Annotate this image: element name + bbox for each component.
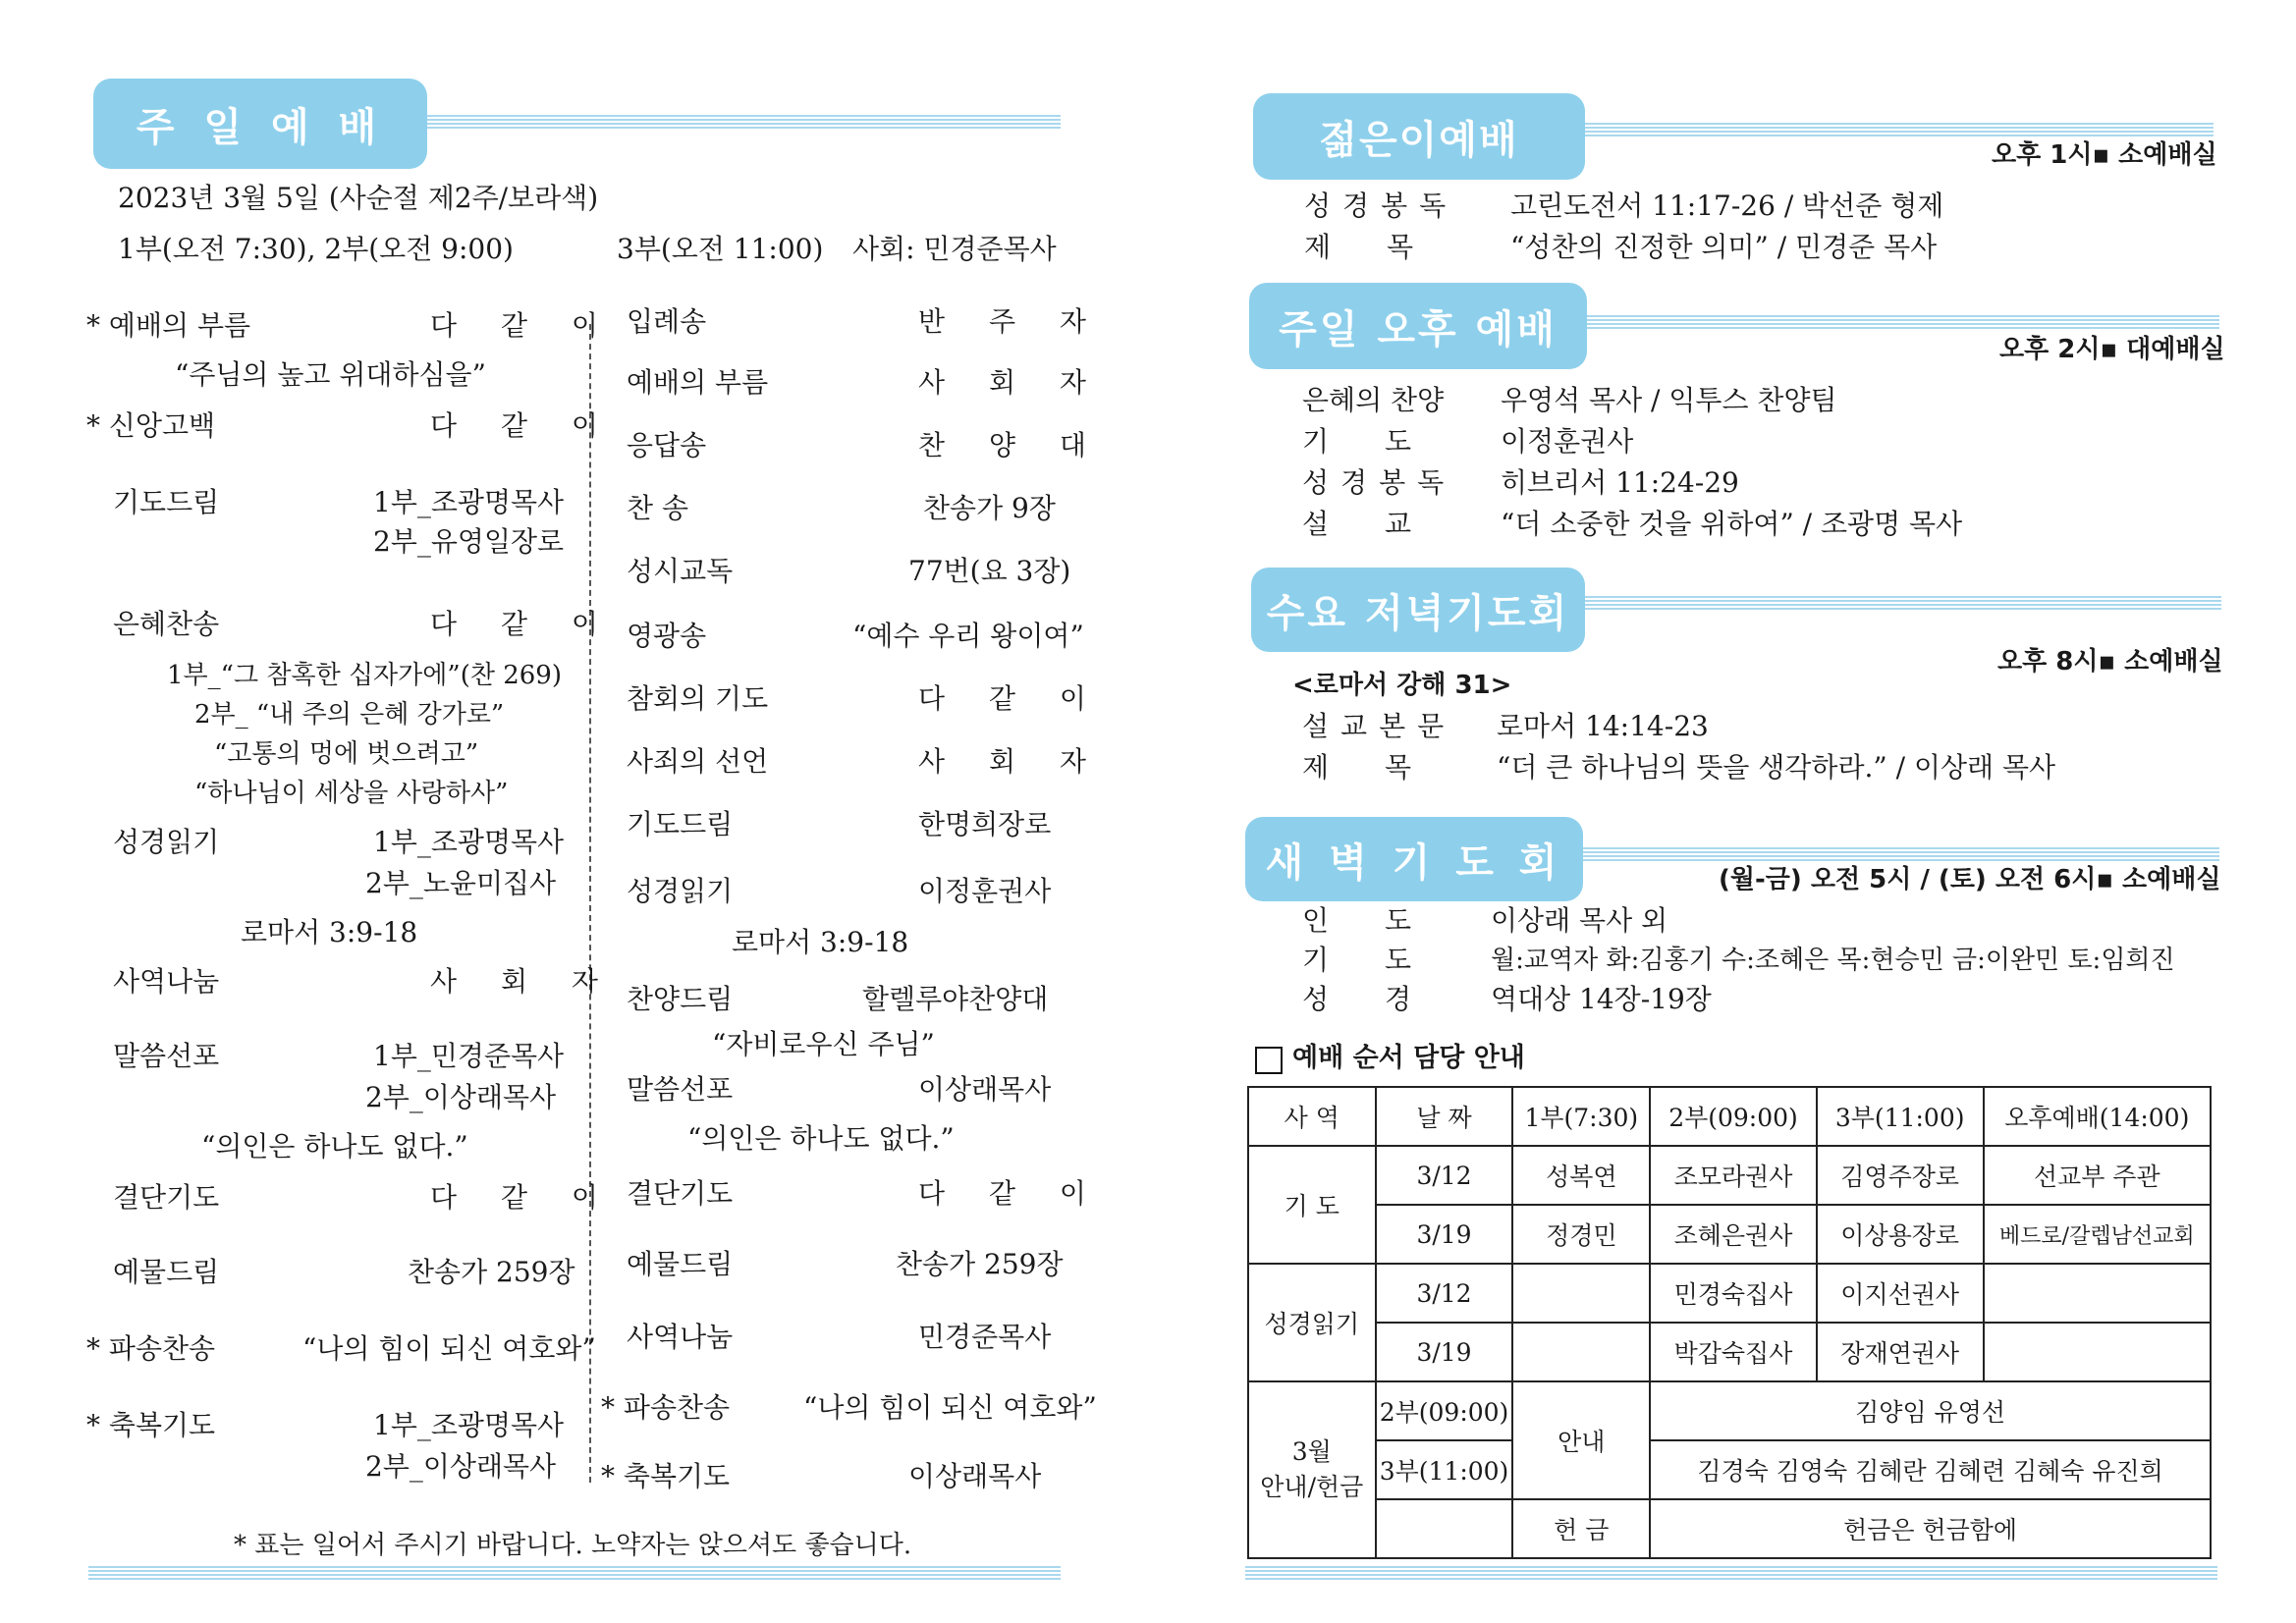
order-value: 이정훈권사 — [918, 875, 1052, 907]
table-cell: 2부(09:00) — [1376, 1381, 1513, 1440]
order-note: 로마서 3:9-18 — [241, 916, 418, 948]
duty-heading: 예배 순서 담당 안내 — [1292, 1043, 1525, 1073]
afternoon-value: 우영석 목사 / 익투스 찬양팀 — [1501, 384, 1837, 416]
order-note: “의인은 하나도 없다.” — [687, 1122, 955, 1155]
table-cell: 3/19 — [1376, 1323, 1513, 1381]
table-cell: 박갑숙집사 — [1650, 1323, 1817, 1381]
order-value: 다 같 이 — [918, 682, 1104, 715]
order-label: 사역나눔 — [113, 965, 220, 998]
dawn-prayer-banner: 새 벽 기 도 회 — [1245, 817, 1583, 901]
table-cell: 이상용장로 — [1817, 1205, 1984, 1264]
order-label: 성경읽기 — [113, 826, 220, 858]
role-cell — [1248, 1381, 1376, 1558]
order-label: 말씀선포 — [627, 1073, 734, 1106]
usher-month: 3월 — [1291, 1437, 1332, 1466]
order-value: “나의 힘이 되신 여호와” — [302, 1332, 596, 1365]
order-value: 다 같 이 — [430, 1181, 616, 1214]
order-value: 다 같 이 — [430, 309, 616, 342]
wednesday-subtitle: <로마서 강해 31> — [1292, 671, 1512, 700]
youth-value-reading: 고린도전서 11:17-26 / 박선준 형제 — [1510, 189, 1944, 222]
banner-rule — [1585, 595, 2221, 611]
header-cell: 사 역 — [1248, 1087, 1376, 1146]
order-value: 한명희장로 — [918, 808, 1052, 840]
order-label: * 파송찬송 — [86, 1332, 216, 1365]
column-divider — [589, 324, 591, 1483]
table-cell: 민경숙집사 — [1650, 1264, 1817, 1323]
afternoon-label: 성경봉독 — [1302, 466, 1456, 499]
order-label: 영광송 — [627, 620, 707, 652]
afternoon-label: 은혜의 찬양 — [1302, 384, 1445, 416]
order-note: “주님의 높고 위대하심을” — [175, 358, 486, 391]
order-label: 입례송 — [627, 305, 707, 338]
table-row — [1248, 1205, 2211, 1264]
order-value: 다 같 이 — [918, 1177, 1104, 1210]
order-value: “나의 힘이 되신 여호와” — [803, 1391, 1097, 1424]
table-cell: 베드로/갈렙남선교회 — [1984, 1205, 2211, 1264]
order-label: 찬 송 — [627, 492, 688, 524]
order-value: 사 회 자 — [918, 745, 1104, 778]
table-cell — [1512, 1264, 1650, 1323]
table-cell: 3/12 — [1376, 1146, 1513, 1205]
dawn-time: (월-금) 오전 5시 / (토) 오전 6시▪ 소예배실 — [1719, 865, 2221, 894]
order-value: 1부_조광명목사 — [373, 826, 565, 858]
order-label: 기도드림 — [627, 808, 734, 840]
order-value: 할렐루야찬양대 — [862, 983, 1049, 1015]
order-value: 찬 양 대 — [918, 429, 1104, 461]
table-cell: 조모라권사 — [1650, 1146, 1817, 1205]
banner-rule — [427, 114, 1061, 130]
section-checkbox-icon — [1255, 1047, 1283, 1074]
standing-footnote: * 표는 일어서 주시기 바랍니다. 노약자는 앉으셔도 좋습니다. — [234, 1531, 912, 1560]
order-value: 찬송가 259장 — [896, 1248, 1064, 1280]
order-value: 1부_민경준목사 — [373, 1040, 565, 1072]
header-cell: 1부(7:30) — [1512, 1087, 1650, 1146]
order-label: 은혜찬송 — [113, 608, 220, 640]
role-cell: 기 도 — [1248, 1146, 1376, 1264]
order-label: * 축복기도 — [601, 1460, 731, 1492]
wednesday-label: 설교본문 — [1302, 710, 1456, 742]
table-cell — [1376, 1499, 1513, 1558]
order-label: 성시교독 — [627, 555, 734, 587]
order-note: “의인은 하나도 없다.” — [201, 1130, 468, 1163]
youth-label-reading: 성경봉독 — [1304, 189, 1458, 222]
order-label: 기도드림 — [113, 486, 220, 518]
table-cell: 헌 금 — [1512, 1499, 1650, 1558]
dawn-label: 기 도 — [1302, 944, 1435, 976]
table-row — [1248, 1264, 2211, 1323]
table-cell: 조혜은권사 — [1650, 1205, 1817, 1264]
duty-table — [1247, 1086, 2212, 1559]
order-value: 찬송가 259장 — [408, 1256, 575, 1288]
header-cell: 2부(09:00) — [1650, 1087, 1817, 1146]
afternoon-value: 이정훈권사 — [1501, 425, 1634, 458]
table-cell: 김경숙 김영숙 김혜란 김혜련 김혜숙 유진희 — [1650, 1440, 2211, 1499]
table-cell — [1984, 1323, 2211, 1381]
afternoon-label: 기 도 — [1302, 425, 1435, 458]
header-cell: 오후예배(14:00) — [1984, 1087, 2211, 1146]
order-label: 찬양드림 — [627, 983, 734, 1015]
order-note: “하나님이 세상을 사랑하사” — [194, 779, 509, 808]
order-label: * 파송찬송 — [601, 1391, 731, 1424]
table-cell: 김양임 유영선 — [1650, 1381, 2211, 1440]
order-label: 결단기도 — [627, 1177, 734, 1210]
order-note: “고통의 멍에 벗으려고” — [214, 739, 479, 769]
order-value: 사 회 자 — [918, 366, 1104, 399]
table-cell: 선교부 주관 — [1984, 1146, 2211, 1205]
order-value: 2부_유영일장로 — [373, 525, 565, 558]
footer-rule — [88, 1565, 1061, 1581]
order-label: 예물드림 — [113, 1256, 220, 1288]
order-label: 성경읽기 — [627, 875, 734, 907]
worship-date: 2023년 3월 5일 (사순절 제2주/보라색) — [118, 182, 599, 214]
table-row — [1248, 1499, 2211, 1558]
table-cell: 성복연 — [1512, 1146, 1650, 1205]
order-note: “자비로우신 주님” — [712, 1028, 935, 1060]
banner-rule — [1587, 314, 2219, 330]
dawn-value: 이상래 목사 외 — [1491, 904, 1668, 937]
order-value: 2부_노윤미집사 — [365, 867, 557, 899]
table-cell — [1984, 1264, 2211, 1323]
table-cell: 3/19 — [1376, 1205, 1513, 1264]
order-value: 다 같 이 — [430, 608, 616, 640]
table-row — [1248, 1146, 2211, 1205]
order-label: 사죄의 선언 — [627, 745, 769, 778]
table-cell: 3/12 — [1376, 1264, 1513, 1323]
table-row — [1248, 1323, 2211, 1381]
table-cell: 정경민 — [1512, 1205, 1650, 1264]
youth-value-title: “성찬의 진정한 의미” / 민경준 목사 — [1510, 231, 1938, 263]
order-label: 예배의 부름 — [627, 366, 769, 399]
role-cell: 성경읽기 — [1248, 1264, 1376, 1381]
table-cell: 장재연권사 — [1817, 1323, 1984, 1381]
order-label: * 예배의 부름 — [86, 309, 251, 342]
service-leader: 사회: 민경준목사 — [852, 233, 1057, 265]
footer-rule — [1245, 1565, 2217, 1581]
order-value: 사 회 자 — [430, 965, 616, 998]
order-value: 이상래목사 — [918, 1073, 1052, 1106]
order-label: 말씀선포 — [113, 1040, 220, 1072]
table-cell — [1512, 1323, 1650, 1381]
order-label: 예물드림 — [627, 1248, 734, 1280]
afternoon-worship-banner: 주일 오후 예배 — [1249, 283, 1587, 369]
order-value: 민경준목사 — [918, 1321, 1052, 1353]
wednesday-prayer-banner: 수요 저녁기도회 — [1251, 568, 1585, 652]
order-value: 2부_이상래목사 — [365, 1081, 557, 1113]
table-row — [1248, 1440, 2211, 1499]
table-cell: 김영주장로 — [1817, 1146, 1984, 1205]
service-time-3: 3부(오전 11:00) — [617, 233, 824, 265]
youth-time: 오후 1시▪ 소예배실 — [1992, 140, 2217, 170]
order-value: 반 주 자 — [918, 305, 1104, 338]
usher-label: 안내/헌금 — [1260, 1473, 1364, 1501]
dawn-label: 인 도 — [1302, 904, 1435, 937]
wednesday-time: 오후 8시▪ 소예배실 — [1997, 647, 2223, 676]
table-cell: 안내 — [1512, 1381, 1650, 1499]
header-cell: 날 짜 — [1376, 1087, 1513, 1146]
table-row — [1248, 1087, 2211, 1146]
order-label: * 신앙고백 — [86, 409, 216, 442]
afternoon-value: “더 소중한 것을 위하여” / 조광명 목사 — [1501, 508, 1963, 540]
banner-rule — [1583, 846, 2219, 862]
afternoon-value: 히브리서 11:24-29 — [1501, 466, 1739, 499]
table-row — [1248, 1381, 2211, 1440]
table-cell: 이지선권사 — [1817, 1264, 1984, 1323]
order-value: 77번(요 3장) — [908, 555, 1071, 587]
order-value: 이상래목사 — [908, 1460, 1042, 1492]
afternoon-label: 설 교 — [1302, 508, 1435, 540]
order-note: 로마서 3:9-18 — [732, 926, 909, 958]
wednesday-value: “더 큰 하나님의 뜻을 생각하라.” / 이상래 목사 — [1497, 751, 2056, 784]
wednesday-label: 제 목 — [1302, 751, 1435, 784]
order-label: 응답송 — [627, 429, 707, 461]
service-times-1-2: 1부(오전 7:30), 2부(오전 9:00) — [118, 233, 514, 265]
order-value: “예수 우리 왕이여” — [852, 620, 1084, 652]
order-label: * 축복기도 — [86, 1409, 216, 1441]
header-cell: 3부(11:00) — [1817, 1087, 1984, 1146]
table-cell: 헌금은 헌금함에 — [1650, 1499, 2211, 1558]
order-value: 2부_이상래목사 — [365, 1450, 557, 1483]
sunday-worship-banner: 주 일 예 배 — [93, 79, 427, 169]
dawn-value: 역대상 14장-19장 — [1491, 983, 1712, 1015]
dawn-value: 월:교역자 화:김홍기 수:조혜은 목:현승민 금:이완민 토:임희진 — [1491, 946, 2175, 975]
order-note: 2부_ “내 주의 은혜 강가로” — [194, 700, 505, 730]
order-label: 참회의 기도 — [627, 682, 769, 715]
order-value: 1부_조광명목사 — [373, 1409, 565, 1441]
dawn-label: 성 경 — [1302, 983, 1435, 1015]
order-label: 사역나눔 — [627, 1321, 734, 1353]
order-value: 다 같 이 — [430, 409, 616, 442]
wednesday-value: 로마서 14:14-23 — [1497, 710, 1709, 742]
table-cell: 3부(11:00) — [1376, 1440, 1513, 1499]
order-label: 결단기도 — [113, 1181, 220, 1214]
youth-worship-banner: 젊은이예배 — [1253, 93, 1585, 180]
banner-rule — [1585, 122, 2214, 137]
youth-label-title: 제 목 — [1304, 231, 1437, 263]
order-value: 1부_조광명목사 — [373, 486, 565, 518]
order-value: 찬송가 9장 — [923, 492, 1056, 524]
afternoon-time: 오후 2시▪ 대예배실 — [1999, 335, 2225, 364]
order-note: 1부_“그 참혹한 십자가에”(찬 269) — [167, 661, 562, 690]
